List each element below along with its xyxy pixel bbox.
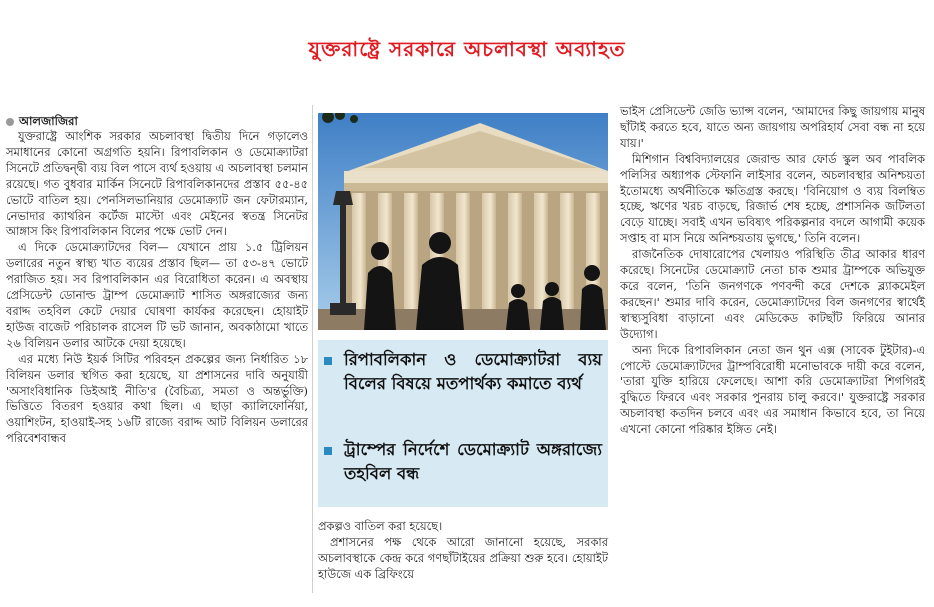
highlight-item bbox=[324, 348, 602, 396]
highlight-box bbox=[318, 340, 608, 507]
highlight-text: ট্রাম্পের নির্দেশে ডেমোক্র্যাট অঙ্গরাজ্যে তহবিল বন্ধ bbox=[344, 440, 602, 483]
article-column-3 bbox=[620, 104, 925, 438]
square-bullet-icon bbox=[324, 447, 332, 455]
highlight-text: রিপাবলিকান ও ডেমোক্র্যাটরা ব্যয় বিলের বিষয়ে মতপার্থক্য কমাতে ব্যর্থ bbox=[344, 350, 602, 393]
article-column-2 bbox=[318, 519, 608, 583]
paragraph: প্রশাসনের পক্ষ থেকে আরো জানানো হয়েছে, সরকার অচলাবস্থাকে কেন্দ্র করে গণছাঁটাইয়ের প্রক্রিয়া শুরু হবে। হোয়াইট হাউজে এক ব্রিফিংয়ে bbox=[318, 534, 608, 581]
supreme-court-photo bbox=[318, 113, 608, 330]
article-column-1 bbox=[6, 114, 308, 447]
paragraph: প্রকল্পও বাতিল করা হয়েছে। bbox=[318, 519, 443, 533]
square-bullet-icon bbox=[324, 357, 332, 365]
paragraph: অন্য দিকে রিপাবলিকান নেতা জন থুন এক্স (সাবেক টুইটার)-এ পোস্টে ডেমোক্র্যাটদের ট্রাম্পবিরোধী মনোভাবকে দায়ী করে বলেন, 'তারা যুক্তি হারিয়ে ফেলেছে। আশা করি ডেমোক্র্যাটরা শিগগিরই বুদ্ধিতে ফিরবে এবং সরকার পুনরায় চালু করবে।' যুক্তরাষ্ট্রে সরকার অচলাবস্থা কতদিন চলবে এবং এর সমাধান কিভাবে হবে, তা নিয়ে এখনো কোনো পরিষ্কার ইঙ্গিত নেই। bbox=[620, 342, 925, 437]
paragraph: যুক্তরাষ্ট্রে আংশিক সরকার অচলাবস্থা দ্বিতীয় দিনে গড়ালেও সমাধানের কোনো অগ্রগতি হয়নি। রিপাবলিকান ও ডেমোক্র্যাটরা সিনেটে প্রতিদ্বন্দ্বী ব্যয় বিল পাসে ব্যর্থ হওয়ায় এ অচলাবস্থা চলমান রয়েছে। গত বুধবার মার্কিন সিনেটে রিপাবলিকানদের প্রস্তাব ৫৫-৪৫ ভোটে বাতিল হয়। পেনসিলভানিয়ার ডেমোক্র্যাট জন ফেটারম্যান, নেভাদার ক্যাথরিন কর্টেজ মাস্টো এবং মেইনের স্বতন্ত্র সিনেটর আঙ্গাস কিং রিপাবলিকান বিলের পক্ষে ভোট দেন। bbox=[6, 129, 308, 239]
paragraph: মিশিগান বিশ্ববিদ্যালয়ের জেরাল্ড আর ফোর্ড স্কুল অব পাবলিক পলিসির অধ্যাপক স্টেফানি লাইসার বলেন, অচলাবস্থার অনিশ্চয়তা ইতোমধ্যে অর্থনীতিকে ক্ষতিগ্রস্ত করছে। 'বিনিয়োগ ও ব্যয় বিলম্বিত হচ্ছে, ঋণের খরচ বাড়ছে, রিজার্ভ শেষ হচ্ছে, প্রশাসনিক জটিলতা বেড়ে যাচ্ছে। সবাই এখন ভবিষ্যৎ পরিকল্পনার বদলে আগামী কয়েক সপ্তাহ বা মাস নিয়ে অনিশ্চয়তায় ভুগছে,' তিনি বলেন। bbox=[620, 151, 925, 246]
paragraph: এ দিকে ডেমোক্র্যাটদের বিল— যেখানে প্রায় ১.৫ ট্রিলিয়ন ডলারের নতুন স্বাস্থ্য খাত ব্যয়ের প্রস্তাব ছিল— তা ৫৩-৪৭ ভোটে পরাজিত হয়। সব রিপাবলিকান এর বিরোধিতা করেন। এ অবস্থায় প্রেসিডেন্ট ডোনাল্ড ট্রাম্প ডেমোক্র্যাট শাসিত অঙ্গরাজ্যের জন্য বরাদ্দ তহবিল কেটে দেয়ার ঘোষণা কার্যকর করেছেন। হোয়াইট হাউজ বাজেট পরিচালক রাসেল টি ভট জানান, অবকাঠামো খাতে ২৬ বিলিয়ন ডলার আটকে দেয়া হয়েছে। bbox=[6, 240, 308, 350]
highlight-item bbox=[324, 438, 602, 486]
paragraph: এর মধ্যে নিউ ইয়র্ক সিটির পরিবহন প্রকল্পের জন্য নির্ধারিত ১৮ বিলিয়ন ডলার স্থগিত করা হয়েছে, যা প্রশাসনের দাবি অনুযায়ী 'অসাংবিধানিক ডিইআই নীতি'র (বৈচিত্র্য, সমতা ও অন্তর্ভুক্তি) ভিত্তিতে বিতরণ হওয়ার কথা ছিল। এ ছাড়া ক্যালিফোর্নিয়া, ওয়াশিংটন, হাওয়াই-সহ ১৬টি রাজ্যে বরাদ্দ আট বিলিয়ন ডলারের পরিবেশবান্ধব bbox=[6, 351, 308, 446]
bullet-icon bbox=[6, 118, 14, 126]
column-divider bbox=[312, 105, 313, 593]
source-line bbox=[6, 114, 308, 129]
paragraph: রাজনৈতিক দোষারোপের খেলায়ও পরিস্থিতি তীব্র আকার ধারণ করেছে। সিনেটের ডেমোক্র্যাট নেতা চাক শুমার ট্রাম্পকে অভিযুক্ত করে বলেন, 'তিনি জনগণকে পণবন্দী করে দেশকে ব্ল্যাকমেইল করছেন।' শুমার দাবি করেন, ডেমোক্র্যাটদের বিল জনগণের স্বার্থেই স্বাস্থ্যসুবিধা বাড়ানো এবং মেডিকেড কাটছাঁট ফিরিয়ে আনার উদ্যোগ। bbox=[620, 247, 925, 341]
paragraph: ভাইস প্রেসিডেন্ট জেডি ভ্যান্স বলেন, 'আমাদের কিছু জায়গায় মানুষ ছাঁটাই করতে হবে, যাতে অন্য জায়গায় অপরিহার্য সেবা বন্ধ না হয়ে যায়।' bbox=[620, 104, 925, 150]
headline: যুক্তরাষ্ট্রে সরকারে অচলাবস্থা অব্যাহত bbox=[308, 37, 626, 61]
source-label: আলজাজিরা bbox=[19, 114, 78, 128]
